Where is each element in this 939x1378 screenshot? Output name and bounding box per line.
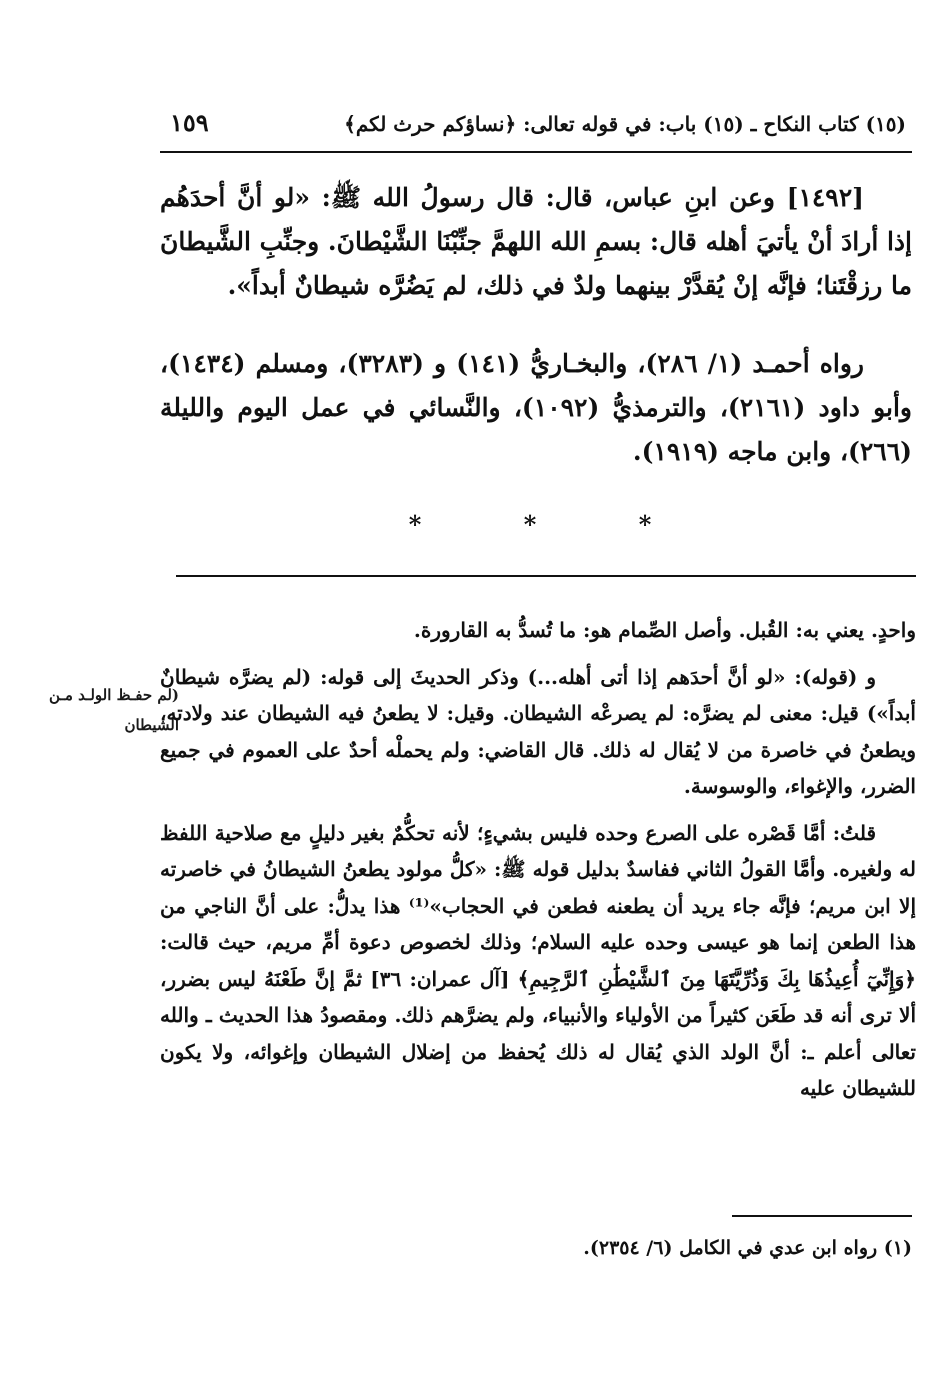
hadith-paragraph: [١٤٩٢] وعن ابنِ عباس، قال: قال رسولُ الله ﷺ: «لو أنَّ أحدَهُم إذا أرادَ أنْ يأتيَ أهله قال: بسمِ الله اللهمَّ جنِّبْنَا الشَّيْطانَ. وجنِّبِ الشَّيطانَ ما رزقْتَنا؛ فإنَّه إنْ يُقدَّرْ بينهما ولدٌ في ذلك، لم يَضُرَّه شيطانٌ أبداً». [160,183,912,300]
footnote: (١) رواه ابن عدي في الكامل (٦/ ٢٣٥٤). [583,1237,912,1259]
margin-note: (لم حفـظ الولـد مـن الشيطان [49,686,179,734]
commentary-paragraph: قلتُ: أمَّا قَصْره على الصرع وحده فليس بشيءٍ؛ لأنه تحكُّمٌ بغير دليلٍ مع صلاحية اللفظ له ولغيره. وأمَّا القولُ الثاني ففاسدٌ بدليل قوله ﷺ: «كلُّ مولود يطعنُ الشيطانُ في خاصرته إلا ابن مريم؛ فإنَّه جاء يريد أن يطعنه فطعن في الحجاب»⁽¹⁾ هذا يدلُّ: على أنَّ الناجي من هذا الطعن إنما هو عيسى وحده عليه السلام؛ وذلك لخصوص دعوة أمِّ مريم، حيث قالت: ﴿وَإِنِّيٓ أُعِيذُهَا بِكَ وَذُرِّيَّتَهَا مِنَ ٱلشَّيْطَٰنِ ٱلرَّجِيمِ﴾ [آل عمران: ٣٦] ثمَّ إنَّ طَعْنَهُ ليس بضرر، ألا ترى أنه قد طَعَن كثيراً من الأولياء والأنبياء، ولم يضرَّهم ذلك. ومقصودُ هذا الحديث ـ والله تعالى أعلم ـ: أنَّ الولد الذي يُقال له ذلك يُحفظ من إضلال الشيطان وإغوائه، ولا يكون للشيطان عليه [160,820,916,1100]
footnote-rule [732,1215,912,1217]
header-title: (١٥) كتاب النكاح ـ (١٥) باب: في قوله تعالى: ﴿نساؤكم حرث لكم﴾ [344,112,906,136]
source-paragraph: رواه أحمـد (١/ ٢٨٦)، والبخـاريُّ (١٤١) و (٣٢٨٣)، ومسلم (١٤٣٤)، وأبو داود (٢١٦١)، والترمذيُّ (١٠٩٢)، والنَّسائي في عمل اليوم والليلة (٢٦٦)، وابن ماجه (١٩١٩). [160,349,912,466]
running-header [160,108,912,152]
section-stars [400,510,660,540]
commentary-text [160,612,916,1107]
commentary-paragraph: واحدٍ. يعني به: القُبل. وأصل الصِّمام هو: ما تُسدُّ به القارورة. [413,618,916,642]
commentary-paragraph: و (قوله): «لو أنَّ أحدَهم إذا أتى أهله...) وذكر الحديثَ إلى قوله: (لم يضرَّه شيطانٌ أبداً») قيل: معنى لم يضرَّه: لم يصرعْه الشيطان. وقيل: لا يطعنُ فيه الشيطان عند ولادته، ويطعنُ في خاصرة من لا يُقال له ذلك. قال القاضي: ولم يحملْه أحدٌ على العموم في جميع الضرر، والإغواء، والوسوسة. [160,664,916,798]
main-text [160,176,912,474]
star-separator: * [523,510,537,539]
commentary-separator [176,575,916,577]
star-separator: * [408,510,422,539]
header-rule [160,151,912,153]
star-separator: * [638,510,652,539]
page-number: ١٥٩ [170,108,209,137]
